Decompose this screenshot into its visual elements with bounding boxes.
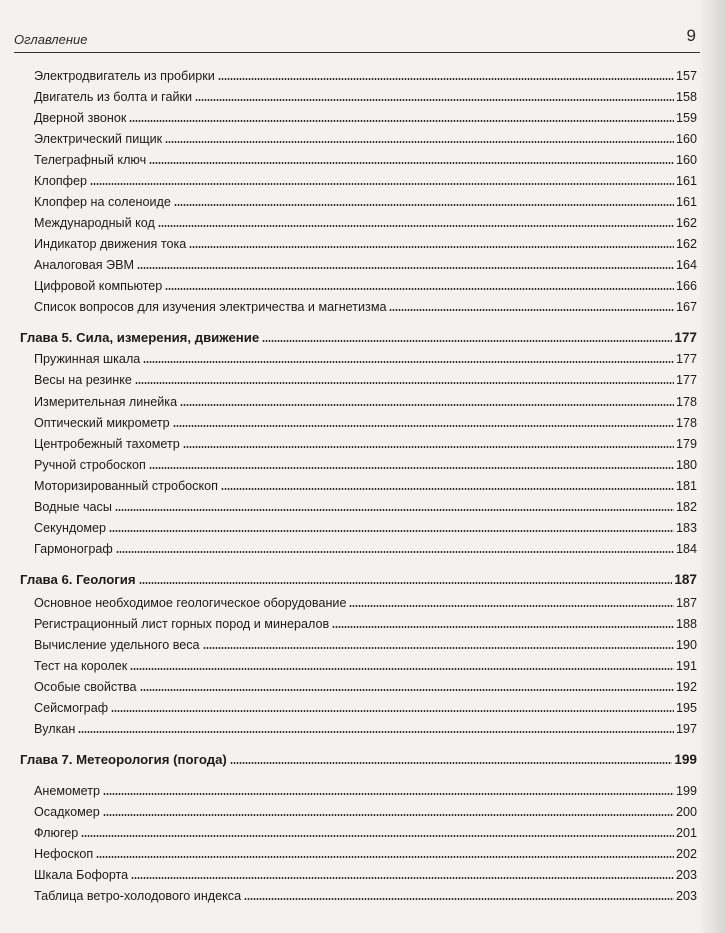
dot-leader xyxy=(103,814,674,816)
toc-entry xyxy=(34,390,697,410)
dot-leader xyxy=(149,162,674,164)
toc-entry-page: 177 xyxy=(674,330,697,345)
dot-leader xyxy=(183,446,674,448)
toc-entry-page: 188 xyxy=(675,617,697,631)
dot-leader xyxy=(111,710,674,712)
toc-entry xyxy=(34,190,697,210)
toc-entry-title: Цифровой компьютер xyxy=(34,279,163,293)
toc-entry-page: 178 xyxy=(675,416,697,430)
toc-entry xyxy=(34,85,697,105)
toc-entry-page: 200 xyxy=(675,805,697,819)
toc-entry-page: 161 xyxy=(675,195,697,209)
toc-entry-page: 191 xyxy=(675,659,697,673)
toc-entry-title: Вычисление удельного веса xyxy=(34,638,200,652)
dot-leader xyxy=(158,225,674,227)
dot-leader xyxy=(173,425,674,427)
toc-entry xyxy=(34,633,697,653)
toc-entry-title: Электродвигатель из пробирки xyxy=(34,69,215,83)
toc-entry-page: 202 xyxy=(675,847,697,861)
dot-leader xyxy=(165,288,674,290)
toc-entry-title: Осадкомер xyxy=(34,805,100,819)
dot-leader xyxy=(165,141,674,143)
toc-entry-page: 179 xyxy=(675,437,697,451)
toc-entry-page: 184 xyxy=(675,542,697,556)
toc-entry-title: Тест на королек xyxy=(34,659,128,673)
toc-entry xyxy=(34,453,697,473)
dot-leader xyxy=(131,877,674,879)
toc-entry-page: 197 xyxy=(675,722,697,736)
toc-entry-title: Флюгер xyxy=(34,826,79,840)
toc-entry-title: Список вопросов для изучения электричества и магнетизма xyxy=(34,300,387,314)
toc-entry-title: Основное необходимое геологическое оборудование xyxy=(34,596,347,610)
toc-entry-page: 161 xyxy=(675,174,697,188)
toc-entry xyxy=(34,654,697,674)
dot-leader xyxy=(389,309,674,311)
toc-entry-page: 159 xyxy=(675,111,697,125)
toc-entry-page: 158 xyxy=(675,90,697,104)
toc-entry-title: Клопфер на соленоиде xyxy=(34,195,171,209)
dot-leader xyxy=(149,467,674,469)
toc-entry xyxy=(34,274,697,294)
toc-entry-title: Таблица ветро-холодового индекса xyxy=(34,889,242,903)
dot-leader xyxy=(140,689,674,691)
toc-entry-title: Секундомер xyxy=(34,521,107,535)
dot-leader xyxy=(109,530,674,532)
toc-entry-page: 162 xyxy=(675,237,697,251)
dot-leader xyxy=(116,551,674,553)
toc-entry-page: 177 xyxy=(675,373,697,387)
dot-leader xyxy=(103,793,674,795)
toc-entry-page: 195 xyxy=(675,701,697,715)
toc-entry xyxy=(34,64,697,84)
toc-entry-page: 177 xyxy=(675,352,697,366)
toc-entry xyxy=(34,800,697,820)
toc-entry-title: Нефоскоп xyxy=(34,847,94,861)
toc-entry xyxy=(34,696,697,716)
section-title: Оглавление xyxy=(14,32,88,47)
dot-leader xyxy=(203,647,674,649)
toc-entry-title: Вулкан xyxy=(34,722,76,736)
toc-entry-title: Аналоговая ЭВМ xyxy=(34,258,134,272)
dot-leader xyxy=(244,898,674,900)
dot-leader xyxy=(90,183,674,185)
toc-entry-title: Индикатор движения тока xyxy=(34,237,187,251)
toc-entry-page: 164 xyxy=(675,258,697,272)
toc-entry xyxy=(34,717,697,737)
toc-chapter xyxy=(20,748,697,768)
dot-leader xyxy=(81,835,674,837)
toc-entry xyxy=(34,842,697,862)
toc-entry xyxy=(34,612,697,632)
toc-entry xyxy=(34,779,697,799)
dot-leader xyxy=(262,340,672,342)
toc-entry-title: Электрический пищик xyxy=(34,132,163,146)
toc-entry xyxy=(34,253,697,273)
toc-entry-page: 166 xyxy=(675,279,697,293)
toc-entry-page: 183 xyxy=(675,521,697,535)
toc-entry-title: Глава 5. Сила, измерения, движение xyxy=(20,330,260,345)
toc-entry-page: 160 xyxy=(675,132,697,146)
toc-entry-title: Международный код xyxy=(34,216,155,230)
toc-entry xyxy=(34,127,697,147)
toc-entry-title: Пружинная шкала xyxy=(34,352,141,366)
toc-entry-page: 203 xyxy=(675,868,697,882)
toc-entry-page: 181 xyxy=(675,479,697,493)
page-edge-shadow xyxy=(698,0,726,933)
toc-entry-page: 199 xyxy=(675,784,697,798)
toc-entry xyxy=(34,495,697,515)
dot-leader xyxy=(332,626,674,628)
toc-chapter xyxy=(20,568,697,588)
toc-entry xyxy=(34,211,697,231)
dot-leader xyxy=(218,78,674,80)
toc-entry-title: Глава 6. Геология xyxy=(20,572,136,587)
toc-entry xyxy=(34,675,697,695)
toc-entry-title: Анемометр xyxy=(34,784,101,798)
toc-entry-page: 199 xyxy=(674,752,697,767)
dot-leader xyxy=(195,99,674,101)
toc-entry-title: Оптический микрометр xyxy=(34,416,170,430)
toc-entry-page: 192 xyxy=(675,680,697,694)
dot-leader xyxy=(143,361,674,363)
dot-leader xyxy=(96,856,674,858)
toc-entry-title: Регистрационный лист горных пород и минералов xyxy=(34,617,330,631)
toc-entry xyxy=(34,821,697,841)
dot-leader xyxy=(139,582,673,584)
toc-entry xyxy=(34,347,697,367)
toc-entry-title: Телеграфный ключ xyxy=(34,153,147,167)
toc-entry-page: 160 xyxy=(675,153,697,167)
dot-leader xyxy=(135,382,674,384)
toc-entry-title: Двигатель из болта и гайки xyxy=(34,90,193,104)
toc-entry-title: Моторизированный стробоскоп xyxy=(34,479,218,493)
toc-entry xyxy=(34,516,697,536)
dot-leader xyxy=(137,267,674,269)
dot-leader xyxy=(78,731,674,733)
toc-entry xyxy=(34,591,697,611)
toc-entry xyxy=(34,537,697,557)
toc-entry xyxy=(34,432,697,452)
toc-entry-title: Клопфер xyxy=(34,174,88,188)
toc-entry-title: Глава 7. Метеорология (погода) xyxy=(20,752,227,767)
toc-entry xyxy=(34,232,697,252)
toc-entry-title: Шкала Бофорта xyxy=(34,868,129,882)
toc-entry xyxy=(34,863,697,883)
toc-entry xyxy=(34,368,697,388)
toc-entry-page: 157 xyxy=(675,69,697,83)
dot-leader xyxy=(129,120,674,122)
dot-leader xyxy=(174,204,674,206)
toc-entry xyxy=(34,106,697,126)
dot-leader xyxy=(130,668,674,670)
dot-leader xyxy=(221,488,674,490)
toc-entry-page: 187 xyxy=(674,572,697,587)
toc-entry-page: 162 xyxy=(675,216,697,230)
toc-entry-title: Водные часы xyxy=(34,500,112,514)
toc-entry-page: 201 xyxy=(675,826,697,840)
toc-entry xyxy=(34,474,697,494)
dot-leader xyxy=(189,246,674,248)
toc-entry-title: Измерительная линейка xyxy=(34,395,178,409)
toc-entry-page: 187 xyxy=(675,596,697,610)
running-header xyxy=(14,24,700,53)
toc-entry-page: 203 xyxy=(675,889,697,903)
dot-leader xyxy=(349,605,674,607)
toc-entry xyxy=(34,411,697,431)
toc-entry-title: Центробежный тахометр xyxy=(34,437,180,451)
toc-entry-page: 180 xyxy=(675,458,697,472)
toc-entry-title: Сейсмограф xyxy=(34,701,109,715)
toc-entry-page: 190 xyxy=(675,638,697,652)
dot-leader xyxy=(230,762,672,764)
toc-entry-page: 182 xyxy=(675,500,697,514)
page-number: 9 xyxy=(686,26,696,45)
toc-entry-title: Ручной стробоскоп xyxy=(34,458,146,472)
toc-entry-title: Особые свойства xyxy=(34,680,137,694)
dot-leader xyxy=(180,404,674,406)
toc-entry xyxy=(34,148,697,168)
toc-entry xyxy=(34,295,697,315)
toc-chapter xyxy=(20,326,697,346)
toc-entry xyxy=(34,169,697,189)
dot-leader xyxy=(115,509,674,511)
toc-entry-title: Дверной звонок xyxy=(34,111,127,125)
toc-entry-page: 167 xyxy=(675,300,697,314)
toc-entry-title: Гармонограф xyxy=(34,542,113,556)
toc-entry-page: 178 xyxy=(675,395,697,409)
toc-entry xyxy=(34,884,697,904)
toc-entry-title: Весы на резинке xyxy=(34,373,132,387)
